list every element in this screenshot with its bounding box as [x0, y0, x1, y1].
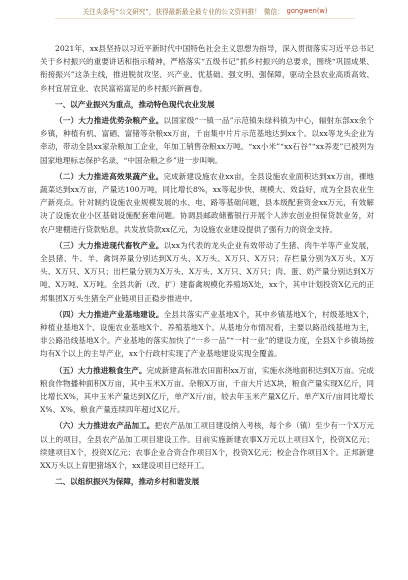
paragraph-item-5: [40, 364, 374, 417]
section-1-heading: 一、以产业振兴为重点，推动特色现代农业发展: [55, 99, 215, 109]
item-5-heading: （五）大力推进粮食生产。: [55, 365, 147, 375]
item-6-heading: （六）大力推进农产品加工。: [55, 421, 155, 431]
banner-contact-label: 微信：: [263, 8, 284, 16]
item-2-body: 完成新建设施农业xx亩，全县设施农业面积达到xx万亩，裸地蔬菜达到xx万亩，产量达100万吨，同比增长8%，xx等起步快、规模大、效益好，成为全县农业生产新亮点。针对制约设施农业规模发展的水、电、路等基础问题，县本级配套资金xx万元，有效解决了设施农业小区基础设施配套难问题。协调县邮政储蓄银行开展个人涉农创业担保贷款业务，对农户建棚进行贷款贴息，共发放贷款xx亿元，为设施农业建设提供了强有力的资金支持。: [40, 171, 374, 234]
section-2-heading: 二、以组织振兴为保障，推动乡村和谐发展: [55, 477, 200, 487]
intro-paragraph: 2021年，xx县坚持以习近平新时代中国特色社会主义思想为指导，深入贯彻落实习近平总书记关于乡村振兴的重要讲话和指示精神，严格落实“五级书记”抓乡村振兴的总要求，围绕“巩固成果、衔接振兴”这条主线，推进脱贫攻坚、兴产业、优基础、强文明、强保障，驱动全县农业高质高效、乡村宜居宜业、农民富裕富足的乡村振兴新画卷。: [40, 44, 374, 93]
item-4-heading: （四）大力推进产业基地建设。: [55, 309, 164, 319]
document-page: [40, 42, 374, 492]
item-5-body: 完成新建高标准农田面积xx万亩，实施水浇地面积达到X万亩。完成粮食作物播种面积X万亩，其中玉米X万亩、杂粮X万亩，千亩大片达X块，粮食产量实现X亿斤，同比增长X%，其中玉米产量达到X亿斤，单产X斤/亩，较去年玉米产量X亿斤、单产X斤/亩同比增长X%、X%，粮食产量连续四年超过X亿斤。: [40, 365, 374, 415]
paragraph-item-2: [40, 170, 374, 236]
item-2-heading: （二）大力推进高效果蔬产业。: [55, 171, 164, 181]
paragraph-item-1: [40, 114, 374, 167]
item-6-body: 把农产品加工项目建设纳入考核，每个乡（镇）至少有一个X万元以上的项目，全县农产品加工项目建设工作。目前实施新建农事X万元以上项目X个，投资X亿元；续建项目X个，投资X亿元；农事企业合资合作项目X个，投资X亿元；校企合作项目X个。正邦新建XX万头以上育肥猪场X个，xx建设项目已经开工。: [40, 421, 375, 471]
paragraph-item-4: [40, 308, 374, 361]
paragraph-item-6: [40, 419, 374, 472]
promo-banner[interactable]: [55, 4, 355, 19]
paragraph-item-3: [40, 239, 374, 305]
banner-contact-value: gongwen(w): [286, 7, 328, 15]
item-1-body: 以国家级“一镇一品”示范镇朱绿科镇为中心，辐射东部xx余个乡镇，种植有机、富硒、富锗等杂粮xx万亩，千亩集中片片示范基地达到xx个。以xx等龙头企业为牵动，带动全县xx家杂粮加工企业，年加工销售杂粮xx万吨。“xx小米”“xx石谷”“xx养麦”已被列为国家地理标志保护名录，“中国杂粮之乡”进一步叫响。: [40, 116, 375, 165]
item-4-body: 全县共落实产业基地X个，其中乡镇基地X个，村级基地X个，种植业基地X个、设施农业基地X个、养殖基地X个。从基地分布情况看，主要以路沿线基地为主，非公路沿线基地X个。产业基地的落实加快了“一乡一品”“一村一业”的建设力度，全县X个乡镇场按均有X个以上的主导产业，xx个行政村实现了产业基地建设实现全覆盖。: [40, 309, 375, 359]
item-3-heading: （三）大力推进现代畜牧产业。: [55, 240, 164, 250]
item-1-heading: （一）大力推进优势杂粮产业。: [55, 116, 164, 126]
banner-text: 关注头条号“公文研究”，获得最新最全最专业的公文资料推！: [82, 8, 261, 16]
item-3-body: 以xx为代表的龙头企业有效带动了生猪、肉牛羊等产业发展，全县猪、牛、羊、禽饲养量分别达到X万头、X万头、X万只、X万只；存栏量分别为X万头、X万头、X万只、X万只；出栏量分别为X万头、X万头、X万只、X万只；肉、蛋、奶产量分别达到X万吨、X万吨、X万吨。全县共新（改、扩）建畜禽规模化养殖场X处，xx个，其中计划投资X亿元的正邦集团X万头生猪全产业链项目正稳步推进中。: [40, 240, 375, 303]
